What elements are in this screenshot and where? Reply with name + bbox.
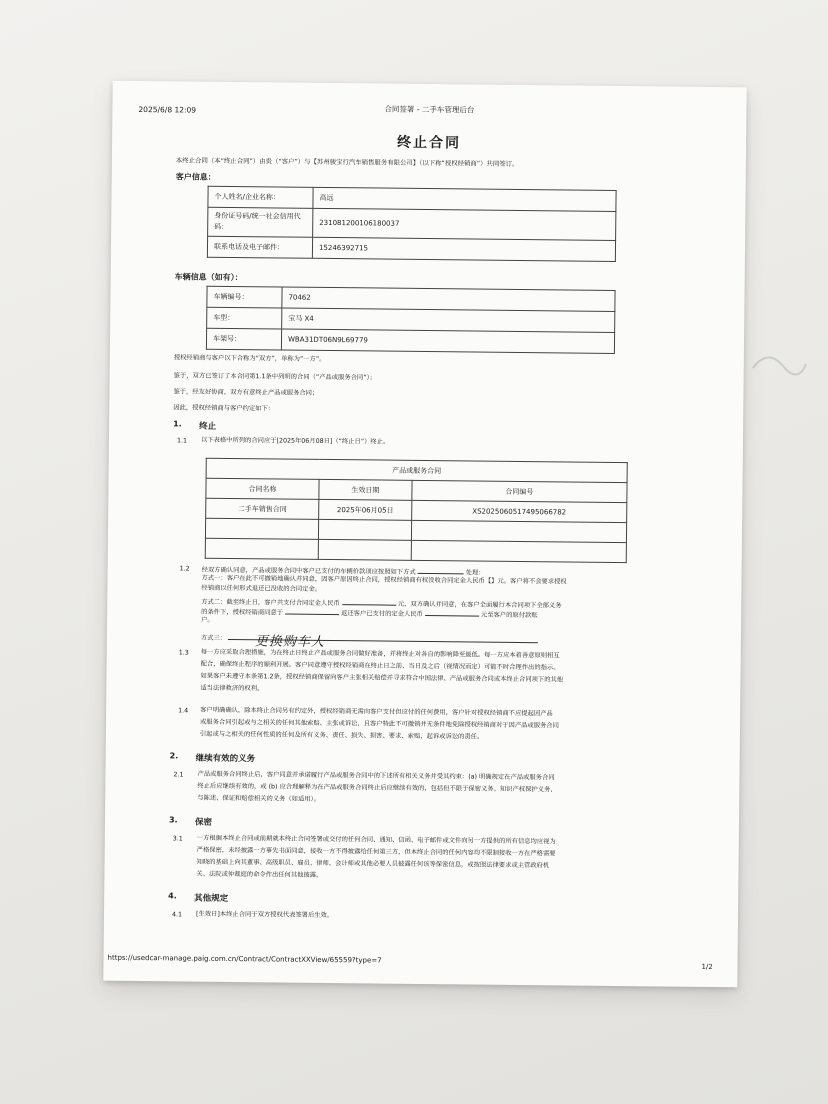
clause-3-1-line: 关、法院或仲裁庭的命令作出任何其他披露。 <box>196 870 323 879</box>
clause-1-4-line: 引起或与之相关的任何性质的任何及所有义务、责任、损失、损害、要求、索赔、起诉或诉讼的责任。 <box>199 730 484 741</box>
table-cell: 车型： <box>207 307 282 329</box>
clause-3-1-line: 知晓的基础上向其董事、高级职员、雇员、律师、会计师或其他必要人员披露任何该等保密信息，或按照法律要求或主管政府机 <box>196 858 550 870</box>
table-cell: 高远 <box>313 187 616 211</box>
section-2-title: 继续有效的义务 <box>195 753 256 765</box>
clause-1-3-line: 配合，确保终止程序的顺利开展。客户同意遵守授权经销商在终止日之前、当日及之后（视情况而定）可能不时合理作出的指示。 <box>200 660 560 672</box>
clause-text: 元，双方确认并同意，在客户全面履行本合同项下全部义务 <box>397 600 562 610</box>
table-cell <box>205 518 318 539</box>
clause-text: 元至客户的原付款账 <box>480 611 538 620</box>
clause-2-1-line: 终止后应继续有效的，或 (b) 应合理解释为在产品或服务合同终止后应继续有效的，包括但不限于保密义务、知识产权保护义务、 <box>197 782 557 794</box>
intro-paragraph: 本终止合同（本“终止合同”）由贵（“客户”）与【苏州骏宝行汽车销售服务有限公司】（以下称“授权经销商”）共同签订。 <box>175 156 519 168</box>
clause-1-4-number: 1.4 <box>178 707 189 715</box>
option-2-line: 户。 <box>201 616 214 624</box>
section-2-number: 2. <box>169 751 179 761</box>
section-4-number: 4. <box>168 891 177 901</box>
option-3-line <box>201 632 538 648</box>
table-header: 合同名称 <box>206 478 319 499</box>
table-cell <box>318 539 411 560</box>
option-1-line: 经销商以任何形式退还已没收的合同定金。 <box>201 584 322 593</box>
table-cell: 宝马 X4 <box>282 308 615 332</box>
table-cell: 2025年06月05日 <box>319 499 412 520</box>
clause-1-4-line: 或服务合同引起或与之相关的任何其他索赔、主张或诉讼，且客户特此不可撤销并无条件地免除授权经销商对于因产品或服务合同 <box>199 718 559 730</box>
document-page <box>103 81 746 988</box>
recital-parties: 授权经销商与客户以下合称为“双方”，单称为“一方”。 <box>173 354 326 363</box>
table-cell <box>205 538 318 559</box>
table-cell: XS20250605174950667​82 <box>412 500 627 522</box>
clause-1-4-line: 客户明确确认，除本终止合同另有约定外，授权经销商无需向客户支付但应付的任何费用，客户针对授权经销商不应提起因产品 <box>200 706 553 718</box>
clause-4-1-number: 4.1 <box>171 911 183 919</box>
table-cell: WBA31DT06N9L69779 <box>281 329 614 353</box>
table-header: 合同编号 <box>412 480 627 502</box>
blank-field <box>285 607 339 616</box>
table-row <box>205 538 626 562</box>
section-4-title: 其他规定 <box>194 893 229 904</box>
option-2-line <box>201 606 538 622</box>
clause-text: 返还客户已支付的定金人民币 <box>341 610 423 618</box>
clause-1-3-line: 如果客户未遵守本条第1.2条，授权经销商保留向客户主张相关赔偿并寻求符合中国法律、产品或服务合同或本终止合同项下的其他 <box>200 672 564 684</box>
print-footer-url: https://usedcar-manage.paig.com.cn/Contract/ContractXXView/65559?type=7 <box>107 953 382 965</box>
clause-text: 方式二：截至终止日，客户共支付合同定金人民币 <box>201 598 340 608</box>
clause-1-1-text: 以下表格中所列的合同应于[2025年06月08日]（“终止日”）终止。 <box>200 436 390 446</box>
clause-3-1-line: 一方根据本终止合同或前期就本终止合同签署或交付的任何合同、通知、信函、电子邮件或文件向另一方提供的所有信息均应视为 <box>196 834 556 846</box>
handwritten-signature: 更换购车人 <box>254 634 325 650</box>
clause-2-1-number: 2.1 <box>173 771 184 779</box>
clause-1-3-line: 每一方应采取合理措施，为在终止日终止产品或服务合同做好准备，并将终止对各自的影响降至最低。每一方应本着善意原则相互 <box>200 648 560 660</box>
table-row <box>207 236 615 261</box>
table-cell: 15246392715 <box>312 237 615 261</box>
clause-text: 经双方确认同意，产品或服务合同中客户已支付的车辆价款项应按照如下方式 <box>201 566 416 576</box>
table-cell <box>411 520 626 542</box>
clause-text: 方式三： <box>200 634 227 642</box>
recital-therefore: 因此，授权经销商与客户约定如下： <box>173 404 275 413</box>
vehicle-section-label: 车辆信息（如有）： <box>174 272 243 283</box>
blank-field <box>418 566 464 574</box>
clause-text: 处理： <box>465 569 485 577</box>
table-cell: 二手车销售合同 <box>206 498 319 519</box>
recital-whereas-1: 鉴于，双方已签订了本合同第1.1条中列明的合同（“产品或服务合同”）； <box>173 372 376 382</box>
clause-3-1-line: 严格保密，未经披露一方事先书面同意，接收一方不得披露给任何第三方，但本终止合同的任何内容均不限制接收一方在严格需要 <box>196 846 556 858</box>
clause-2-1-line: 产品或服务合同终止后，客户同意并承诺履行产品或服务合同中的下述所有相关义务并受其约束：(a) 明确规定在产品或服务合同 <box>197 770 555 782</box>
table-cell: 231081200106180037 <box>313 208 616 240</box>
print-header-title: 合同签署 - 二手车管理后台 <box>384 104 475 115</box>
clause-1-3-line: 适当法律救济的权利。 <box>200 684 264 693</box>
recital-whereas-2: 鉴于，经友好协商，双方有意终止产品或服务合同； <box>173 388 319 397</box>
table-cell <box>411 540 626 562</box>
table-caption: 产品或服务合同 <box>206 458 627 482</box>
clause-3-1-number: 3.1 <box>172 835 183 843</box>
table-cell: 车架号： <box>206 328 281 350</box>
clause-1-1-number: 1.1 <box>176 437 188 445</box>
table-cell: 身份证号码/统一社会信用代码： <box>208 207 313 237</box>
page-number: 1/2 <box>701 962 713 972</box>
print-date: 2025/6/8 12:09 <box>138 104 197 115</box>
background-decoration <box>748 338 808 398</box>
section-1-number: 1. <box>173 419 182 429</box>
option-1-line: 方式一：客户在此不可撤销地确认并同意，因客户原因终止合同，授权经销商有权没收合同定金人民币【】元。客户将不会要求授权 <box>201 574 567 586</box>
table-cell: 个人姓名/企业名称： <box>208 186 313 208</box>
blank-field <box>425 608 479 617</box>
section-1-title: 终止 <box>199 421 217 432</box>
product-contract-table <box>205 458 628 563</box>
clause-4-1-line: [生效日]本终止合同于双方授权代表签署后生效。 <box>195 910 334 920</box>
table-row <box>206 328 614 353</box>
clause-1-2-number: 1.2 <box>179 565 190 573</box>
document-title: 终止合同 <box>397 134 462 152</box>
table-cell <box>318 519 411 540</box>
clause-2-1-line: 与陈述、保证和赔偿相关的义务（如适用）。 <box>197 794 321 803</box>
customer-info-table <box>207 186 617 262</box>
customer-section-label: 客户信息： <box>175 172 216 182</box>
table-cell: 车辆编号： <box>207 286 282 308</box>
table-cell: 70462 <box>282 287 615 311</box>
section-3-title: 保密 <box>194 817 213 828</box>
table-header: 生效日期 <box>319 479 412 500</box>
clause-1-3-number: 1.3 <box>178 649 189 657</box>
vehicle-info-table <box>206 286 616 354</box>
section-3-number: 3. <box>168 815 178 825</box>
clause-text: 的条件下，授权经销商同意于 <box>201 608 284 617</box>
table-row <box>208 207 616 240</box>
table-cell: 联系电话及电子邮件： <box>207 236 312 258</box>
blank-field <box>342 597 396 606</box>
